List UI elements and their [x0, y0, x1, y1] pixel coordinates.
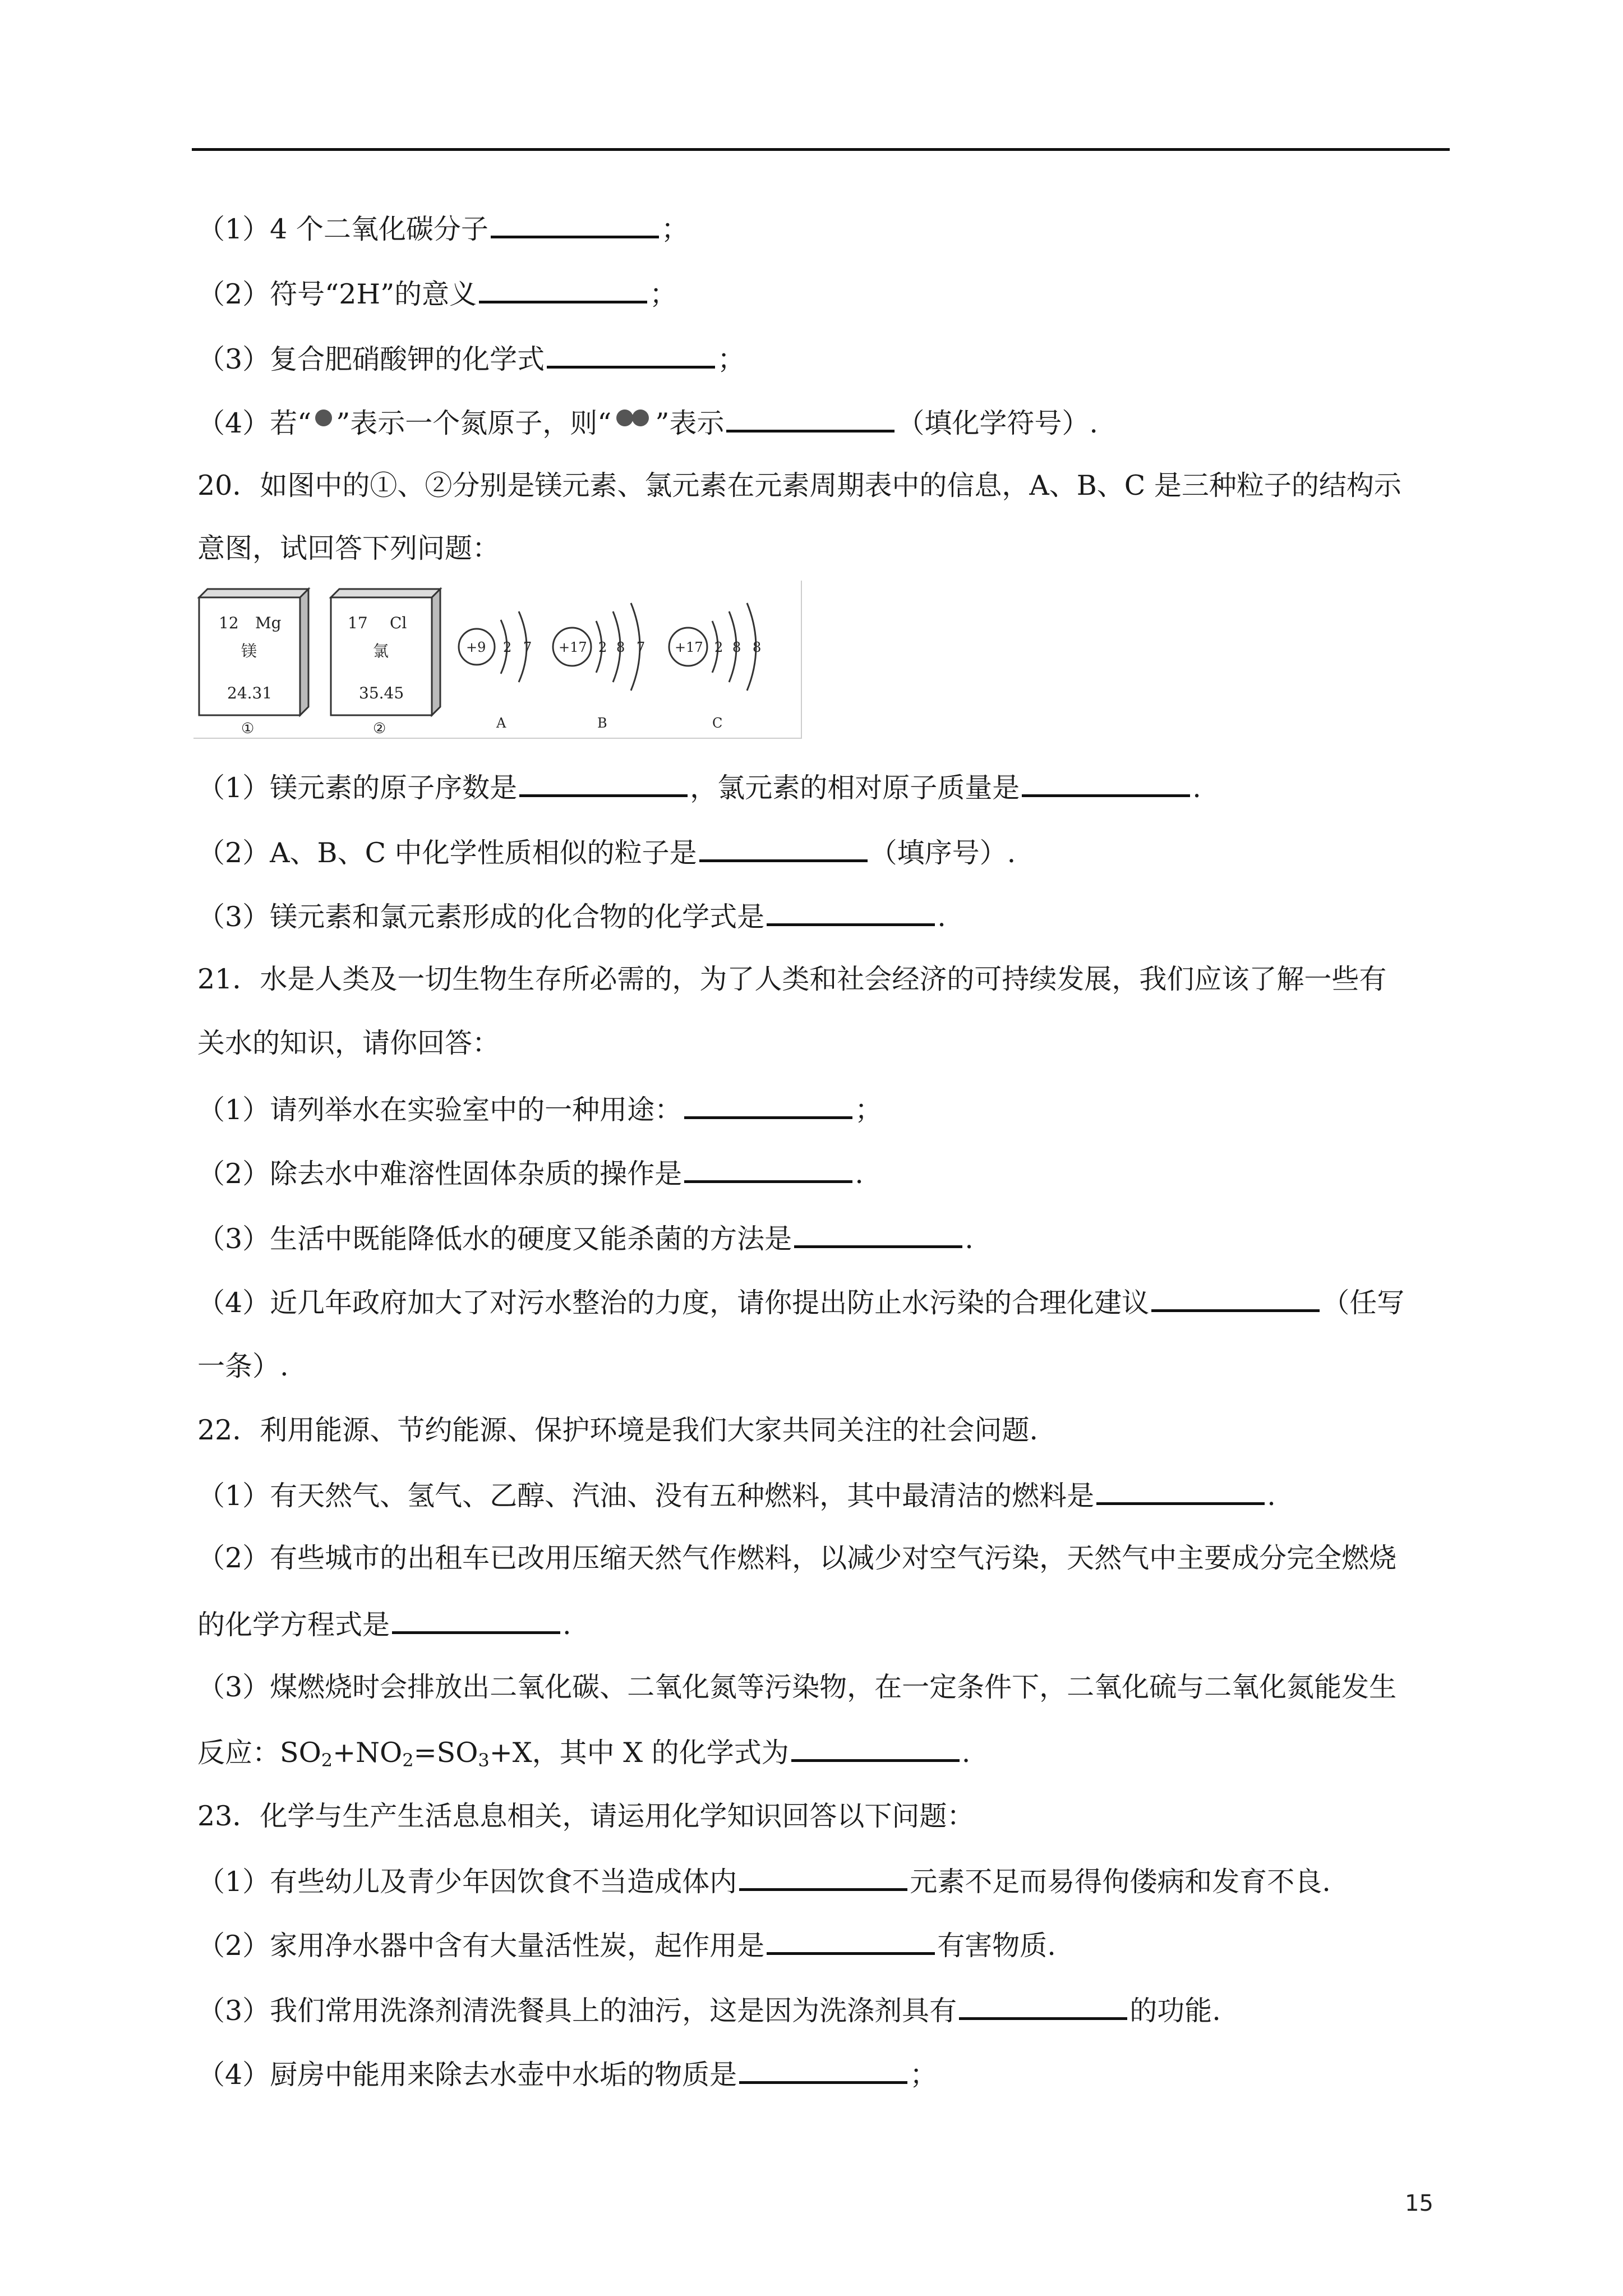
q21-stem-line1: 21．水是人类及一切生物生存所必需的，为了人类和社会经济的可持续发展，我们应该了解一些有	[197, 963, 1387, 995]
answer-blank[interactable]	[791, 1733, 960, 1762]
q20-part3	[197, 898, 946, 935]
answer-blank[interactable]	[767, 898, 935, 926]
answer-blank[interactable]	[479, 275, 647, 303]
subscript: 3	[478, 1750, 490, 1771]
q19-part1	[197, 210, 689, 247]
punct: .	[1267, 1480, 1276, 1512]
answer-blank[interactable]	[726, 404, 895, 432]
q19-part4-text-b: ”表示一个氮原子，则“	[336, 407, 612, 439]
periodic-and-structure-diagram	[193, 581, 801, 738]
q21-stem-line2: 关水的知识，请你回答：	[197, 1027, 500, 1059]
answer-blank[interactable]	[684, 1091, 852, 1119]
punct: .	[855, 1158, 864, 1190]
q22-part1-text: （1）有天然气、氢气、乙醇、汽油、没有五种燃料，其中最清洁的燃料是	[197, 1480, 1095, 1512]
q20-part2	[197, 834, 1016, 871]
q21-part2-text: （2）除去水中难溶性固体杂质的操作是	[197, 1158, 683, 1190]
q22-part1	[197, 1476, 1276, 1514]
particle-A	[459, 611, 532, 731]
answer-blank[interactable]	[491, 210, 659, 238]
q23-part1-text-b: 元素不足而易得佝偻病和发育不良.	[910, 1866, 1331, 1898]
q23-part3	[197, 1991, 1221, 2029]
mg-label: ①	[241, 720, 255, 737]
B-shell-2: 8	[616, 639, 625, 655]
q20-part1	[197, 769, 1201, 806]
q23-part3-text-a: （3）我们常用洗涤剂清洗餐具上的油污，这是因为洗涤剂具有	[197, 1995, 957, 2027]
q23-part2-text-b: 有害物质.	[937, 1930, 1056, 1962]
B-shell-1: 2	[598, 639, 607, 655]
page-number: 15	[1405, 2191, 1433, 2216]
q21-part1	[197, 1091, 882, 1128]
punct: .	[965, 1223, 974, 1255]
answer-blank[interactable]	[794, 1220, 962, 1248]
nitrogen-molecule-icon	[612, 407, 654, 429]
B-shell-3: 7	[637, 639, 645, 655]
q19-part3-text: （3）复合肥硝酸钾的化学式	[197, 343, 545, 375]
q21-part3-text: （3）生活中既能降低水的硬度又能杀菌的方法是	[197, 1223, 792, 1255]
answer-blank[interactable]	[684, 1154, 852, 1183]
q23-part4-text: （4）厨房中能用来除去水壶中水垢的物质是	[197, 2059, 737, 2091]
q19-part2-text: （2）符号“2H”的意义	[197, 278, 477, 310]
q23-stem: 23．化学与生产生活息息相关，请运用化学知识回答以下问题：	[197, 1800, 975, 1832]
q21-part4	[197, 1283, 1404, 1321]
answer-blank[interactable]	[1096, 1476, 1265, 1505]
q21-part4-cont: 一条）.	[197, 1350, 289, 1382]
punct: .	[1192, 772, 1201, 804]
q21-part3	[197, 1220, 974, 1257]
q19-part2	[197, 275, 677, 312]
header-rule	[192, 148, 1450, 151]
particle-C	[669, 603, 761, 731]
q19-part4	[197, 404, 1098, 441]
punct: ；	[649, 278, 677, 310]
answer-blank[interactable]	[547, 340, 715, 369]
q20-stem-line2: 意图，试回答下列问题：	[197, 532, 500, 564]
equation-part: +X，其中 X 的化学式为	[489, 1737, 789, 1769]
q19-part1-text: （1）4 个二氧化碳分子	[197, 213, 488, 245]
punct: .	[562, 1609, 571, 1641]
q20-part2-text: （2）A、B、C 中化学性质相似的粒子是	[197, 837, 697, 869]
mg-number: 12	[219, 614, 239, 632]
cl-name: 氯	[373, 642, 389, 660]
q23-part2	[197, 1926, 1056, 1964]
q22-part2-line2	[197, 1605, 571, 1643]
answer-blank[interactable]	[739, 1862, 907, 1891]
punct: ；	[910, 2059, 938, 2091]
A-label: A	[496, 715, 506, 731]
C-shell-1: 2	[714, 639, 723, 655]
answer-blank[interactable]	[699, 834, 868, 862]
answer-blank[interactable]	[1022, 769, 1190, 797]
q20-part3-text: （3）镁元素和氯元素形成的化合物的化学式是	[197, 901, 765, 933]
q21-part4-end: （任写	[1322, 1287, 1405, 1319]
B-label: B	[597, 715, 607, 731]
answer-blank[interactable]	[767, 1926, 935, 1955]
cl-label: ②	[373, 720, 386, 737]
q20-part1-text-a: （1）镁元素的原子序数是	[197, 772, 518, 804]
punct: ；	[661, 213, 689, 245]
mg-name: 镁	[241, 642, 257, 660]
mg-symbol: Mg	[255, 614, 282, 632]
cl-number: 17	[348, 614, 368, 632]
q19-part4-text-c: ”表示	[655, 407, 725, 439]
q21-part1-text: （1）请列举水在实验室中的一种用途：	[197, 1094, 683, 1126]
q19-part4-text-end: （填化学符号）.	[897, 407, 1098, 439]
q20-figure	[193, 581, 802, 739]
punct: ；	[717, 343, 745, 375]
punct: ；	[855, 1094, 883, 1126]
C-label: C	[712, 715, 723, 731]
answer-blank[interactable]	[392, 1605, 560, 1634]
cl-element-card	[331, 589, 440, 737]
cl-mass: 35.45	[359, 684, 404, 702]
q23-part4	[197, 2055, 937, 2093]
cl-symbol: Cl	[390, 614, 407, 632]
q23-part1	[197, 1862, 1331, 1900]
A-shell-2: 7	[523, 639, 532, 655]
q23-part2-text-a: （2）家用净水器中含有大量活性炭，起作用是	[197, 1930, 765, 1962]
equation-part: =SO	[413, 1737, 478, 1769]
q23-part3-text-b: 的功能.	[1129, 1995, 1221, 2027]
A-shell-1: 2	[503, 639, 512, 655]
C-nucleus: +17	[675, 639, 703, 655]
mg-mass: 24.31	[227, 684, 273, 702]
q20-stem-line1: 20．如图中的①、②分别是镁元素、氯元素在元素周期表中的信息，A、B、C 是三种粒子的结构示	[197, 470, 1401, 501]
punct: .	[961, 1737, 971, 1769]
q22-part2-text: 的化学方程式是	[197, 1609, 390, 1641]
q22-stem: 22．利用能源、节约能源、保护环境是我们大家共同关注的社会问题.	[197, 1414, 1038, 1446]
q22-part3-line1: （3）煤燃烧时会排放出二氧化碳、二氧化氮等污染物，在一定条件下，二氧化硫与二氧化氮能发生	[197, 1671, 1397, 1703]
mg-element-card	[199, 589, 308, 737]
q20-part2-end: （填序号）.	[869, 837, 1016, 869]
equation-part: 反应：SO	[197, 1737, 321, 1769]
particle-B	[553, 603, 645, 731]
C-shell-3: 8	[753, 639, 762, 655]
subscript: 2	[321, 1750, 333, 1771]
q19-part4-text-a: （4）若“	[197, 407, 312, 439]
B-nucleus: +17	[559, 639, 587, 655]
answer-blank[interactable]	[1151, 1283, 1320, 1312]
q21-part4-text: （4）近几年政府加大了对污水整治的力度，请你提出防止水污染的合理化建议	[197, 1287, 1150, 1319]
q23-part1-text-a: （1）有些幼儿及青少年因饮食不当造成体内	[197, 1866, 737, 1898]
q21-part2	[197, 1154, 864, 1192]
punct: .	[937, 901, 946, 933]
q20-part1-text-b: ，氯元素的相对原子质量是	[690, 772, 1020, 804]
nitrogen-atom-icon	[312, 407, 335, 429]
q22-part3-line2	[197, 1733, 970, 1771]
equation-part: +NO	[333, 1737, 403, 1769]
answer-blank[interactable]	[739, 2055, 907, 2084]
answer-blank[interactable]	[519, 769, 688, 797]
answer-blank[interactable]	[959, 1991, 1127, 2020]
q19-part3	[197, 340, 745, 378]
A-nucleus: +9	[466, 639, 486, 655]
C-shell-2: 8	[732, 639, 741, 655]
subscript: 2	[402, 1750, 414, 1771]
q22-part2-line1: （2）有些城市的出租车已改用压缩天然气作燃料，以减少对空气污染，天然气中主要成分完全燃烧	[197, 1542, 1397, 1574]
